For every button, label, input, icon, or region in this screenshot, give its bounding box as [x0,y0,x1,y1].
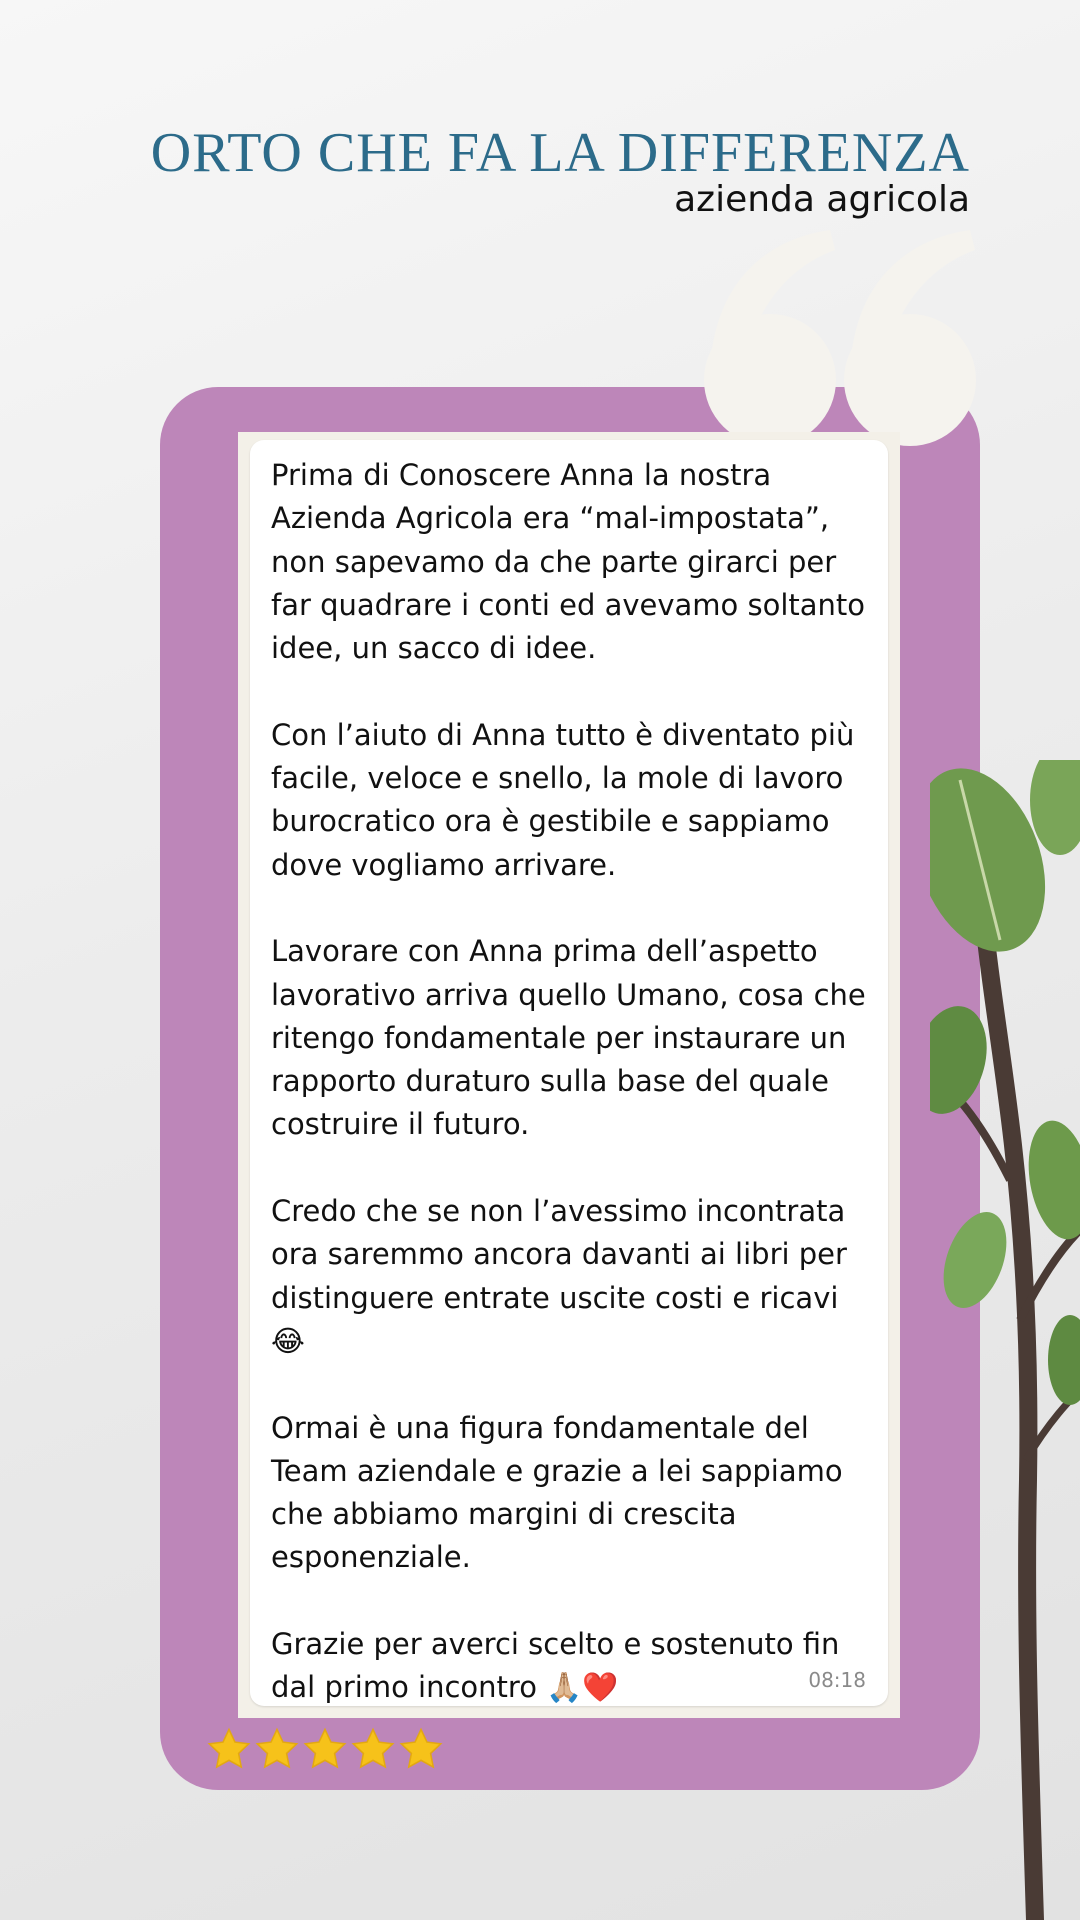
message-text [271,454,875,1710]
message-paragraph: Ormai è una figura fondamentale del Team aziendale e grazie a lei sappiamo che abbiamo margini di crescita esponenziale. [271,1410,843,1575]
star-icon [302,1726,348,1772]
plant-decoration [930,760,1080,1920]
message-paragraph: Prima di Conoscere Anna la nostra Azienda Agricola era “mal-impostata”, non sapevamo da che parte girarci per far quadrare i conti ed avevamo soltanto idee, un sacco di idee. [271,458,866,666]
brand-subtitle: azienda agricola [674,179,970,220]
quote-mark-icon [700,230,990,450]
message-paragraph: Grazie per averci scelto e sostenuto fin dal primo incontro 🙏🏼❤️ [271,1627,840,1705]
brand-header [151,122,970,220]
chat-screenshot [238,432,900,1718]
brand-title: ORTO CHE FA LA DIFFERENZA [150,122,970,184]
message-paragraph: Lavorare con Anna prima dell’aspetto lavorativo arriva quello Umano, cosa che ritengo fondamentale per instaurare un rapporto duraturo sulla base del quale costruire il futuro. [271,934,866,1142]
message-timestamp: 08:18 [808,1668,866,1692]
star-rating [206,1726,444,1772]
message-bubble [250,440,888,1706]
star-icon [398,1726,444,1772]
star-icon [206,1726,252,1772]
star-icon [254,1726,300,1772]
message-paragraph: Con l’aiuto di Anna tutto è diventato più facile, veloce e snello, la mole di lavoro burocratico ora è gestibile e sappiamo dove vogliamo arrivare. [271,717,855,882]
star-icon [350,1726,396,1772]
message-paragraph: Credo che se non l’avessimo incontrata ora saremmo ancora davanti ai libri per distinguere entrate uscite costi e ricavi 😂 [271,1194,847,1358]
